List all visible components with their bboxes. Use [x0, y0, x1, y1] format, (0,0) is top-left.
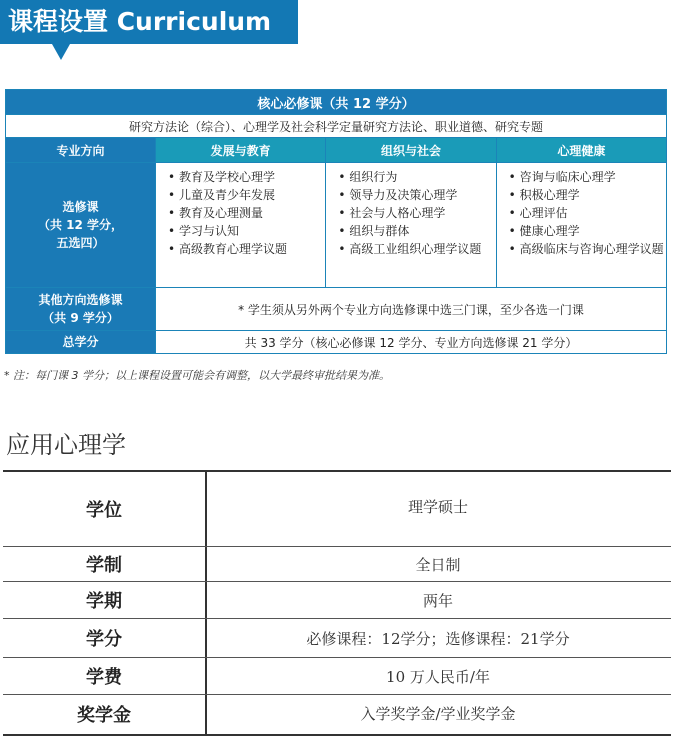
banner-notch: [52, 44, 70, 60]
course-item: • 领导力及决策心理学: [338, 186, 495, 204]
info-row: [3, 582, 671, 618]
direction-courses-cell: [156, 163, 326, 288]
info-value: 入学奖学金/学业奖学金: [360, 705, 516, 723]
curriculum-table: [5, 89, 667, 354]
footnote: * 注：每门课 3 学分；以上课程设置可能会有调整，以大学最终审批结果为准。: [4, 369, 390, 382]
direction-courses-cell: [496, 163, 666, 288]
info-value: 理学硕士: [407, 498, 468, 516]
info-label: 奖学金: [77, 704, 131, 726]
elective-label: [6, 163, 156, 288]
course-item: • 社会与人格心理学: [338, 204, 495, 222]
direction-label: 专业方向: [6, 138, 156, 163]
program-info-table: [3, 470, 671, 736]
elective-label-line: 五选四）: [56, 236, 105, 250]
direction-courses-cell: [326, 163, 496, 288]
total-label: 总学分: [6, 331, 156, 354]
info-label: 学制: [86, 555, 122, 576]
other-label-line: （共 9 学分）: [42, 311, 119, 325]
course-item: • 学习与认知: [168, 222, 325, 240]
course-item: • 高级工业组织心理学议题: [338, 240, 495, 258]
course-item: • 教育及心理测量: [168, 204, 325, 222]
core-header: 核心必修课（共 12 学分）: [6, 90, 667, 115]
info-value: 10 万人民币/年: [386, 667, 490, 686]
direction-header-row: [6, 138, 667, 163]
course-item: • 高级临床与咨询心理学议题: [509, 240, 666, 258]
info-row: [3, 619, 671, 657]
info-value: 必修课程：12学分；选修课程：21学分: [306, 629, 570, 648]
program-title: 应用心理学: [6, 431, 126, 459]
section-banner: [0, 0, 298, 44]
course-item: • 咨询与临床心理学: [509, 168, 666, 186]
info-row: [3, 547, 671, 581]
info-label: 学位: [86, 500, 122, 521]
core-courses-row: [6, 115, 667, 138]
other-elective-text: * 学生须从另外两个专业方向选修课中选三门课，至少各选一门课: [156, 288, 667, 331]
info-label: 学费: [86, 667, 122, 688]
direction-name: 组织与社会: [326, 138, 496, 163]
elective-label-line: （共 12 学分，: [37, 218, 124, 232]
other-elective-row: [6, 288, 667, 331]
core-courses: 研究方法论（综合）、心理学及社会科学定量研究方法论、职业道德、研究专题: [6, 115, 667, 138]
direction-name: 心理健康: [496, 138, 666, 163]
banner-title: 课程设置 Curriculum: [8, 7, 272, 36]
info-row: [3, 658, 671, 694]
elective-label-line: 选修课: [62, 200, 99, 214]
course-item: • 积极心理学: [509, 186, 666, 204]
other-elective-label: [6, 288, 156, 331]
core-header-row: [6, 90, 667, 115]
info-label: 学分: [86, 629, 122, 650]
course-item: • 心理评估: [509, 204, 666, 222]
info-label: 学期: [86, 591, 122, 612]
course-item: • 健康心理学: [509, 222, 666, 240]
course-item: • 儿童及青少年发展: [168, 186, 325, 204]
course-item: • 高级教育心理学议题: [168, 240, 325, 258]
total-text: 共 33 学分（核心必修课 12 学分、专业方向选修课 21 学分）: [156, 331, 667, 354]
total-row: [6, 331, 667, 354]
info-row: [3, 472, 671, 546]
direction-name: 发展与教育: [156, 138, 326, 163]
elective-row: [6, 163, 667, 288]
course-item: • 组织行为: [338, 168, 495, 186]
course-item: • 组织与群体: [338, 222, 495, 240]
course-item: • 教育及学校心理学: [168, 168, 325, 186]
other-label-line: 其他方向选修课: [38, 293, 123, 307]
info-value: 全日制: [415, 555, 461, 574]
info-row: [3, 695, 671, 732]
info-value: 两年: [422, 591, 453, 610]
